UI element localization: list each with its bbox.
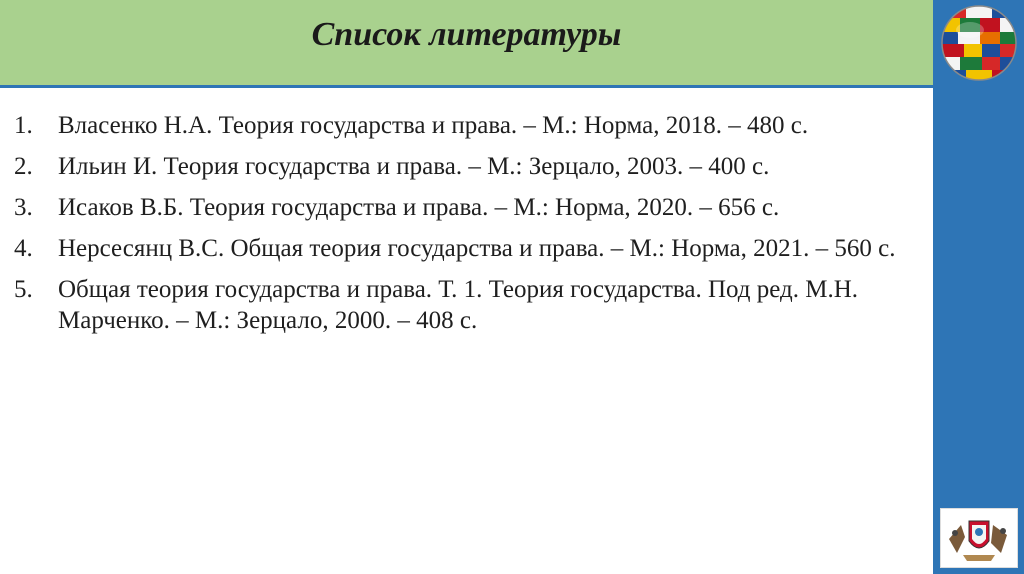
item-text: Исаков В.Б. Теория государства и права. – М.: Норма, 2020. – 656 с. [58, 194, 780, 221]
bibliography-list [14, 110, 914, 346]
emblem-icon [941, 509, 1017, 567]
slide-title: Список литературы [311, 16, 622, 53]
bibliography-item-2 [14, 151, 914, 182]
item-number: 1. [14, 112, 33, 139]
item-number: 2. [14, 153, 33, 180]
bibliography-item-5 [14, 274, 914, 336]
bibliography-item-4 [14, 233, 914, 264]
item-text: Власенко Н.А. Теория государства и права. – М.: Норма, 2018. – 480 с. [58, 112, 809, 139]
item-text: Ильин И. Теория государства и права. – М.: Зерцало, 2003. – 400 с. [58, 153, 770, 180]
item-number: 4. [14, 235, 33, 262]
item-number: 5. [14, 276, 33, 303]
bibliography-item-3 [14, 192, 914, 223]
item-text: Нерсесянц В.С. Общая теория государства и права. – М.: Норма, 2021. – 560 с. [58, 235, 896, 262]
item-text: Общая теория государства и права. Т. 1. Теория государства. Под ред. М.Н. Марченко. – М.: Зерцало, 2000. – 408 с. [58, 276, 859, 334]
emblem-frame [940, 508, 1018, 568]
side-bar [933, 0, 1024, 574]
bibliography-item-1 [14, 110, 914, 141]
title-band [0, 0, 933, 88]
globe-flags-icon [940, 4, 1018, 82]
item-number: 3. [14, 194, 33, 221]
